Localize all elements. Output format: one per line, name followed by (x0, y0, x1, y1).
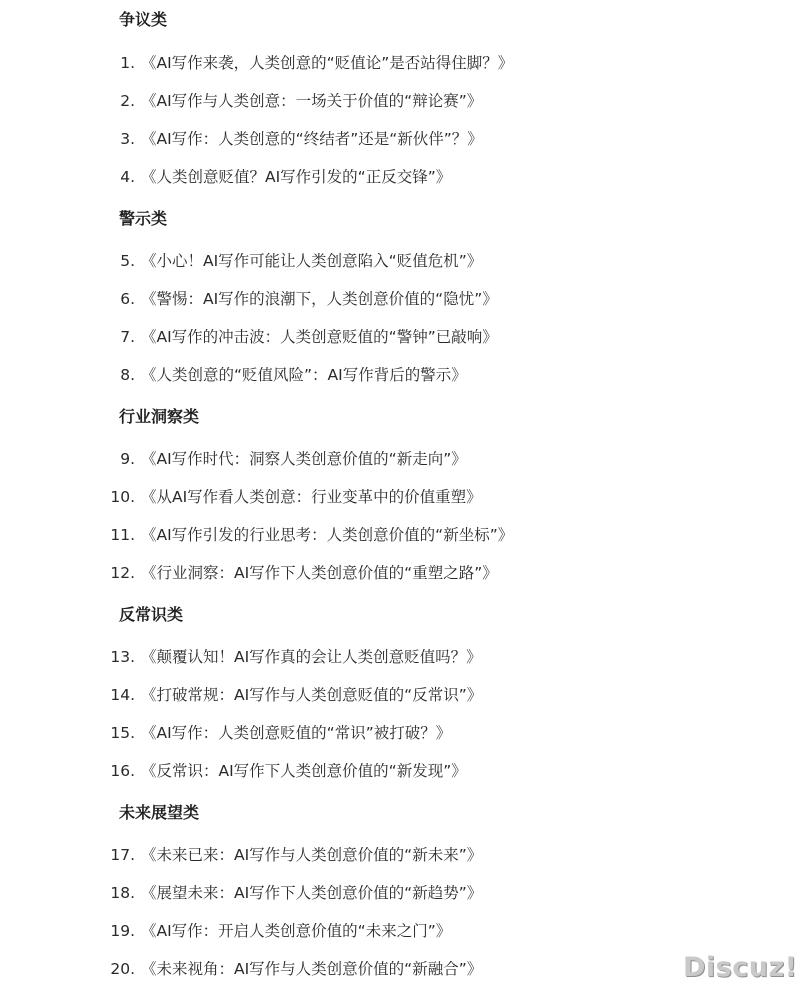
item-number: 12. (110, 564, 135, 582)
item-number: 10. (110, 488, 135, 506)
list-item (0, 251, 482, 271)
item-text: 《颠覆认知！AI写作真的会让人类创意贬值吗？》 (141, 648, 482, 666)
list-item (0, 129, 483, 149)
list-item (0, 921, 451, 941)
list-item (0, 761, 467, 781)
item-text: 《AI写作时代：洞察人类创意价值的“新走向”》 (141, 450, 467, 468)
section-title-industry-insight: 行业洞察类 (119, 407, 200, 426)
item-text: 《从AI写作看人类创意：行业变革中的价值重塑》 (141, 488, 482, 506)
item-number: 17. (110, 846, 135, 864)
item-number: 6. (120, 290, 135, 308)
list-item (0, 365, 467, 385)
list-item (0, 685, 482, 705)
list-item (0, 723, 451, 743)
section-title-controversy: 争议类 (119, 10, 168, 29)
item-number: 18. (110, 884, 135, 902)
list-item (0, 563, 498, 583)
item-text: 《AI写作：人类创意的“终结者”还是“新伙伴”？》 (141, 130, 483, 148)
list-item (0, 647, 482, 667)
item-text: 《打破常规：AI写作与人类创意贬值的“反常识”》 (141, 686, 483, 704)
item-text: 《未来视角：AI写作与人类创意价值的“新融合”》 (141, 960, 483, 978)
list-item (0, 327, 498, 347)
item-text: 《AI写作与人类创意：一场关于价值的“辩论赛”》 (141, 92, 483, 110)
item-number: 5. (120, 252, 135, 270)
item-text: 《AI写作：开启人类创意价值的“未来之门”》 (141, 922, 452, 940)
list-item (0, 53, 513, 73)
item-number: 15. (110, 724, 135, 742)
item-text: 《小心！AI写作可能让人类创意陷入“贬值危机”》 (141, 252, 483, 270)
item-text: 《AI写作引发的行业思考：人类创意价值的“新坐标”》 (141, 526, 514, 544)
section-title-warning: 警示类 (119, 209, 168, 228)
list-item (0, 289, 498, 309)
section-title-counterintuitive: 反常识类 (119, 605, 184, 624)
item-number: 3. (120, 130, 135, 148)
item-text: 《展望未来：AI写作下人类创意价值的“新趋势”》 (141, 884, 483, 902)
item-text: 《未来已来：AI写作与人类创意价值的“新未来”》 (141, 846, 483, 864)
item-number: 1. (120, 54, 135, 72)
item-number: 4. (120, 168, 135, 186)
section-title-future-outlook: 未来展望类 (119, 803, 200, 822)
item-text: 《AI写作：人类创意贬值的“常识”被打破？》 (141, 724, 452, 742)
item-text: 《行业洞察：AI写作下人类创意价值的“重塑之路”》 (141, 564, 498, 582)
item-number: 11. (110, 526, 135, 544)
list-item (0, 883, 482, 903)
item-number: 14. (110, 686, 135, 704)
item-text: 《警惕：AI写作的浪潮下，人类创意价值的“隐忧”》 (141, 290, 498, 308)
list-item (0, 91, 482, 111)
item-text: 《人类创意贬值？AI写作引发的“正反交锋”》 (141, 168, 452, 186)
list-item (0, 959, 482, 979)
item-number: 9. (120, 450, 135, 468)
item-number: 19. (110, 922, 135, 940)
item-number: 8. (120, 366, 135, 384)
list-item (0, 487, 482, 507)
item-number: 16. (110, 762, 135, 780)
item-number: 2. (120, 92, 135, 110)
list-item (0, 845, 482, 865)
item-text: 《AI写作的冲击波：人类创意贬值的“警钟”已敲响》 (141, 328, 498, 346)
list-item (0, 167, 451, 187)
list-item (0, 449, 467, 469)
list-item (0, 525, 513, 545)
item-number: 13. (110, 648, 135, 666)
item-number: 7. (120, 328, 135, 346)
item-text: 《反常识：AI写作下人类创意价值的“新发现”》 (141, 762, 467, 780)
item-number: 20. (110, 960, 135, 978)
discuz-watermark: Discuz! (683, 952, 798, 983)
item-text: 《AI写作来袭，人类创意的“贬值论”是否站得住脚？》 (141, 54, 514, 72)
item-text: 《人类创意的“贬值风险”：AI写作背后的警示》 (141, 366, 467, 384)
